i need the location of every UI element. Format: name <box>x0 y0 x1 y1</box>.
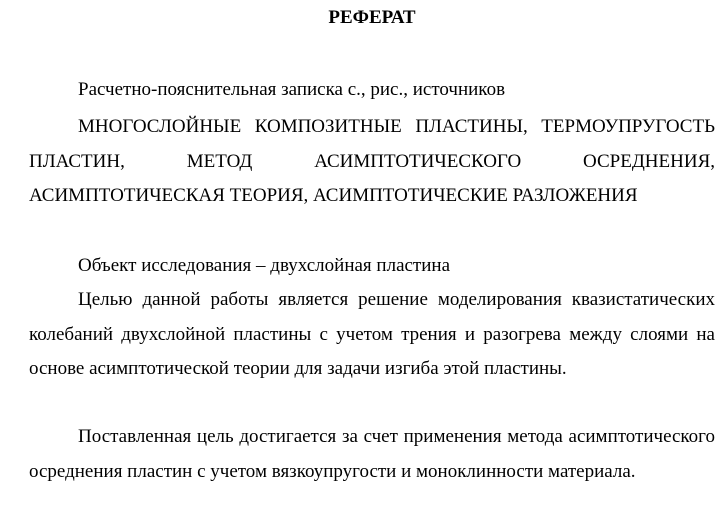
paragraph-keywords: МНОГОСЛОЙНЫЕ КОМПОЗИТНЫЕ ПЛАСТИНЫ, ТЕРМОУПРУГОСТЬ ПЛАСТИН, МЕТОД АСИМПТОТИЧЕСКОГО ОСРЕДНЕНИЯ, АСИМПТОТИЧЕСКАЯ ТЕОРИЯ, АСИМПТОТИЧЕСКИЕ РАЗЛОЖЕНИЯ <box>29 116 715 206</box>
paragraph-method: Поставленная цель достигается за счет применения метода асимптотического осреднения пластин с учетом вязкоупругости и моноклинности материала. <box>29 426 715 482</box>
paragraph-report-info: Расчетно-пояснительная записка с., рис., источников <box>78 79 506 100</box>
paragraph-research-object: Объект исследования – двухслойная пластина <box>78 255 451 276</box>
paragraph-goal: Целью данной работы является решение моделирования квазистатических колебаний двухслойной пластины с учетом трения и разогрева между слоями на основе асимптотической теории для задачи изгиба этой пластины. <box>29 289 715 379</box>
document-title: РЕФЕРАТ <box>328 7 416 28</box>
